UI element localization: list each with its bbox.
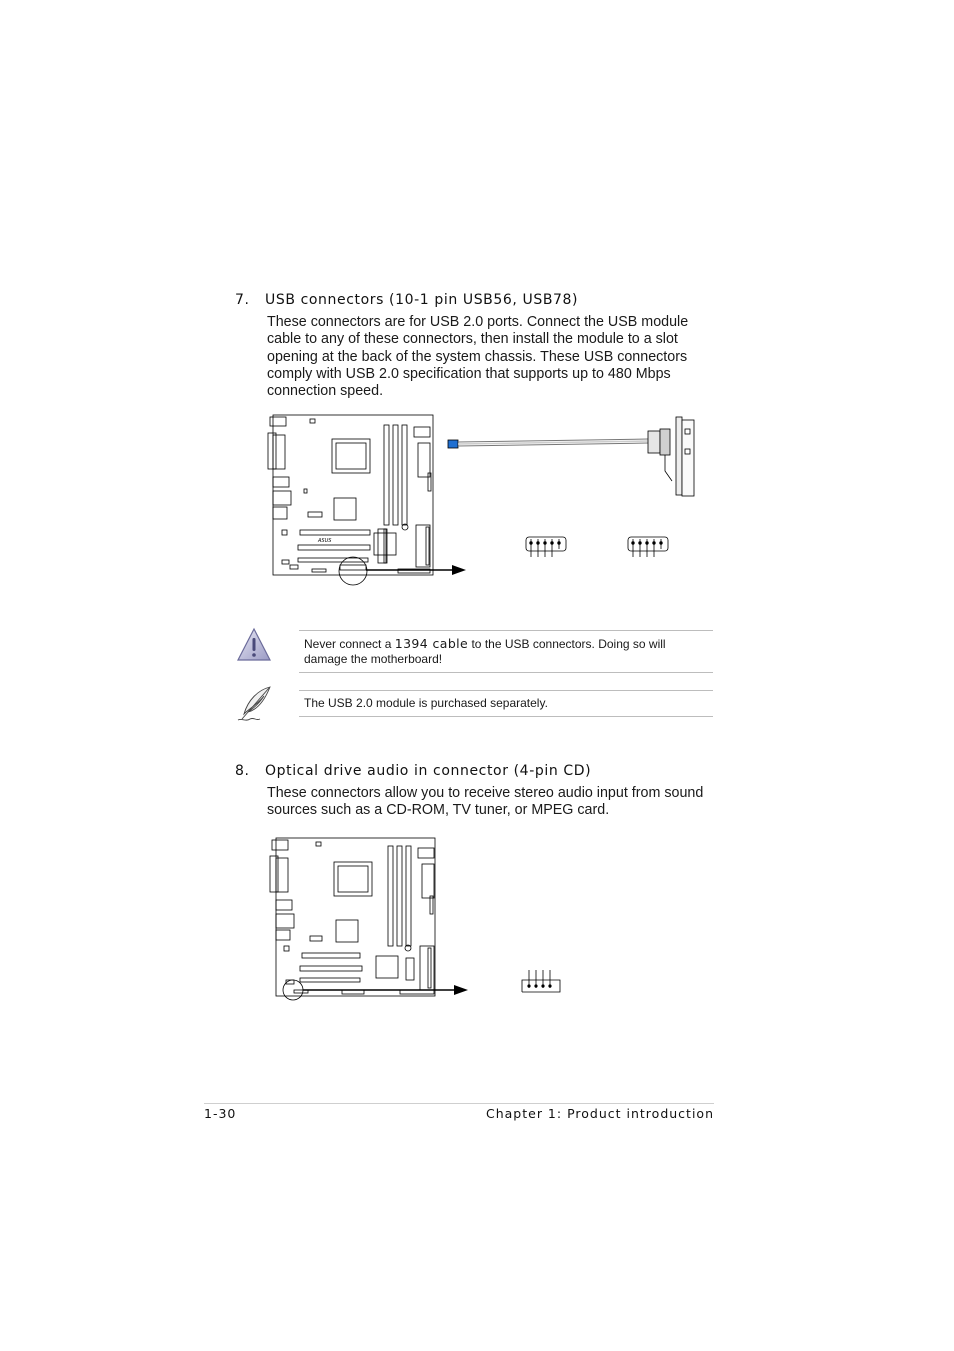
section-8-heading [235,763,591,779]
section-7-title: USB connectors (10-1 pin USB56, USB78) [265,292,579,308]
usb-connector-figure [260,405,710,590]
cd-pointer-arrowhead [454,985,468,995]
section-8-number: 8. [235,763,250,779]
warning-suffix: to the USB connectors. Doing so will [468,637,666,651]
body-line: These connectors are for USB 2.0 ports. Connect the USB module [267,314,689,330]
section-7-number: 7. [235,292,250,308]
note-bottom-rule [299,716,713,717]
warning-text [304,636,714,667]
body-line: These connectors allow you to receive stereo audio input from sound [267,785,704,801]
usb-pointer-arrowhead [452,565,466,575]
section-7-body [267,314,727,400]
warning-bottom-rule [299,672,713,673]
usb56-pin-diagram [526,537,566,557]
warning-emphasis: 1394 cable [394,636,469,651]
motherboard-diagram [268,415,458,585]
warning-prefix: Never connect a [304,637,395,651]
body-line: comply with USB 2.0 specification that supports up to 480 Mbps [267,365,671,382]
note-text: The USB 2.0 module is purchased separately. [304,696,548,710]
body-line: connection speed. [267,383,384,400]
cd-pin-diagram [522,970,560,992]
usb78-pin-diagram [628,537,668,557]
board-logo-text: ASUS [318,538,332,544]
cd-connector-figure [260,828,580,1008]
section-7-heading [235,292,578,308]
motherboard-diagram-2 [270,838,460,1000]
body-line: opening at the back of the system chassis. These USB connectors [267,348,688,365]
warning-line-2: damage the motherboard! [304,652,443,666]
warning-top-rule [299,630,713,631]
usb-bracket-module [448,417,694,496]
chapter-title: Chapter 1: Product introduction [485,1106,714,1121]
warning-triangle-icon [236,627,272,663]
section-8-title: Optical drive audio in connector (4-pin CD) [265,763,592,779]
quill-note-icon [236,684,274,724]
section-8-body [267,785,727,820]
footer-rule [204,1103,714,1104]
body-line: sources such as a CD-ROM, TV tuner, or MPEG card. [267,802,610,819]
page-number: 1-30 [204,1106,237,1121]
body-line: cable to any of these connectors, then install the module to a slot [267,331,678,348]
note-top-rule [299,690,713,691]
